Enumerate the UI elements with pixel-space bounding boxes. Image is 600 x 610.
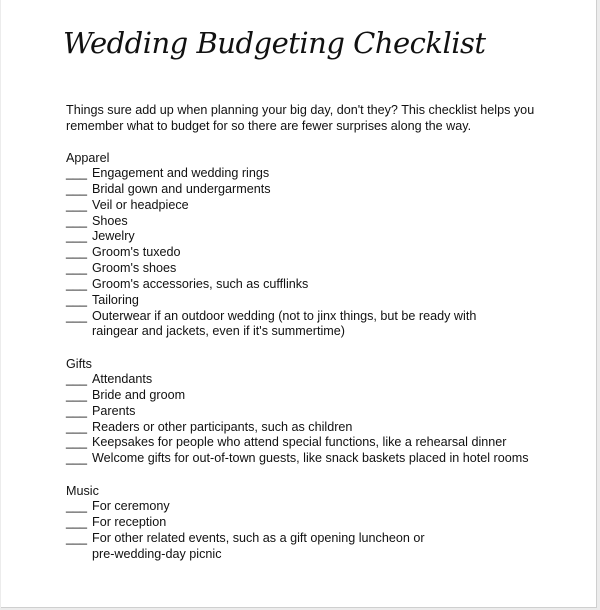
checkbox-blank[interactable]: ___ <box>66 181 88 196</box>
checklist-item[interactable] <box>66 499 425 515</box>
checkbox-blank[interactable]: ___ <box>66 372 88 386</box>
checklist-item[interactable] <box>66 293 476 309</box>
checkbox-blank[interactable]: ___ <box>66 166 88 180</box>
checklist-item[interactable] <box>66 388 529 404</box>
checkbox-blank[interactable]: ___ <box>66 387 88 402</box>
checklist-item[interactable] <box>66 261 476 277</box>
intro-line: Things sure add up when planning your big day, don't they? This checklist helps you <box>66 103 535 117</box>
checklist-item[interactable] <box>66 277 476 293</box>
checklist-item[interactable] <box>66 214 476 230</box>
checkbox-blank[interactable]: ___ <box>66 419 88 434</box>
checklist-item-label: Bridal gown and undergarments <box>92 181 271 196</box>
checklist-item[interactable] <box>66 531 425 563</box>
checklist-item[interactable] <box>66 420 529 436</box>
section-heading: Apparel <box>66 151 110 165</box>
section-music <box>66 483 425 562</box>
checklist-item[interactable] <box>66 451 529 467</box>
section-heading: Music <box>66 484 99 498</box>
checklist-item[interactable] <box>66 245 476 261</box>
checklist-item-label: For reception <box>92 514 167 529</box>
checklist-item-label: For other related events, such as a gift opening luncheon or <box>92 530 425 545</box>
intro-line: remember what to budget for so there are fewer surprises along the way. <box>66 119 472 133</box>
checklist-item-label: Groom's tuxedo <box>92 245 181 260</box>
checkbox-blank[interactable]: ___ <box>66 245 88 260</box>
checklist-item-label: Attendants <box>92 372 153 386</box>
checklist-item-label: Shoes <box>92 213 128 228</box>
checkbox-blank[interactable]: ___ <box>66 514 88 529</box>
checklist <box>66 499 425 562</box>
checklist <box>66 166 476 340</box>
checklist-item-label: Jewelry <box>92 229 135 244</box>
checklist-item-label: Parents <box>92 403 136 418</box>
checkbox-blank[interactable]: ___ <box>66 276 88 291</box>
checkbox-blank[interactable]: ___ <box>66 403 88 418</box>
checklist-item-label: Bride and groom <box>92 387 186 402</box>
intro-paragraph <box>66 102 576 134</box>
checklist-item-label: Readers or other participants, such as children <box>92 419 353 434</box>
section-heading: Gifts <box>66 357 92 371</box>
checklist-item-label: Engagement and wedding rings <box>92 166 270 180</box>
checklist-item-label: pre-wedding-day picnic <box>92 546 222 561</box>
checklist-item[interactable] <box>66 166 476 182</box>
document-page <box>1 0 597 608</box>
checklist-item[interactable] <box>66 309 476 341</box>
checkbox-blank[interactable]: ___ <box>66 451 88 466</box>
checklist <box>66 372 529 467</box>
checkbox-blank[interactable]: ___ <box>66 435 88 450</box>
checkbox-blank[interactable]: ___ <box>66 229 88 244</box>
section-apparel <box>66 150 476 340</box>
checkbox-blank[interactable]: ___ <box>66 197 88 212</box>
checklist-item[interactable] <box>66 404 529 420</box>
checklist-item-label: For ceremony <box>92 499 170 513</box>
checklist-item[interactable] <box>66 435 529 451</box>
page-title: Wedding Budgeting Checklist <box>63 26 486 60</box>
checklist-item-label: Welcome gifts for out-of-town guests, like snack baskets placed in hotel rooms <box>92 451 529 466</box>
checkbox-blank[interactable]: ___ <box>66 292 88 307</box>
checkbox-blank[interactable]: ___ <box>66 261 88 276</box>
checklist-item[interactable] <box>66 182 476 198</box>
checkbox-blank[interactable]: ___ <box>66 499 88 513</box>
checklist-item-label: Keepsakes for people who attend special functions, like a rehearsal dinner <box>92 435 507 450</box>
checkbox-blank[interactable]: ___ <box>66 530 88 545</box>
checklist-item[interactable] <box>66 515 425 531</box>
checklist-item-label: raingear and jackets, even if it's summertime) <box>92 324 345 339</box>
checkbox-blank[interactable]: ___ <box>66 213 88 228</box>
checklist-item-label: Tailoring <box>92 292 139 307</box>
checkbox-blank[interactable]: ___ <box>66 308 88 323</box>
section-gifts <box>66 356 529 467</box>
checklist-item[interactable] <box>66 372 529 388</box>
checklist-item[interactable] <box>66 198 476 214</box>
checklist-item-label: Outerwear if an outdoor wedding (not to jinx things, but be ready with <box>92 308 477 323</box>
checklist-item-label: Groom's accessories, such as cufflinks <box>92 276 309 291</box>
checklist-item-label: Veil or headpiece <box>92 197 189 212</box>
checklist-item-label: Groom's shoes <box>92 261 177 276</box>
checklist-item[interactable] <box>66 229 476 245</box>
